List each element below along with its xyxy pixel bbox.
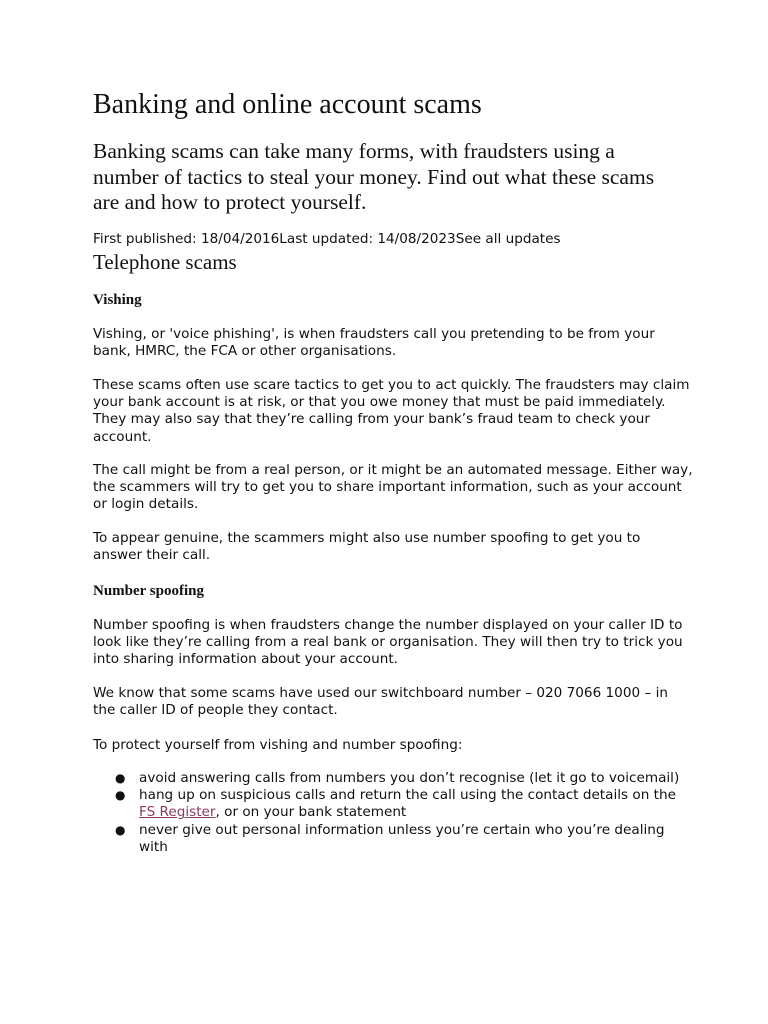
page-title: Banking and online account scams: [93, 89, 482, 120]
subheading-number-spoofing: Number spoofing: [93, 583, 204, 599]
vishing-paragraph-3: The call might be from a real person, or it might be an automated message. Either way, the scammers will try to get you to share important information, such as your account or login details.: [93, 462, 693, 513]
list-item-text: avoid answering calls from numbers you don’t recognise (let it go to voicemail): [139, 770, 680, 786]
list-item: [93, 787, 693, 821]
list-item: [93, 822, 693, 856]
protection-tips-list: [93, 770, 693, 856]
bullet-icon: ●: [115, 771, 126, 785]
vishing-paragraph-1: Vishing, or 'voice phishing', is when fraudsters call you pretending to be from your bank, HMRC, the FCA or other organisations.: [93, 326, 655, 360]
fs-register-link[interactable]: FS Register: [139, 804, 216, 821]
bullet-icon: ●: [115, 788, 126, 803]
spoofing-paragraph-3: To protect yourself from vishing and number spoofing:: [93, 737, 463, 753]
list-item-text-after: , or on your bank statement: [215, 804, 407, 821]
see-all-updates-link[interactable]: See all updates: [455, 231, 561, 247]
vishing-paragraph-4: To appear genuine, the scammers might also use number spoofing to get you to answer their call.: [93, 530, 641, 564]
list-item-text-before: hang up on suspicious calls and return the call using the contact details on the: [139, 787, 676, 804]
lead-paragraph: Banking scams can take many forms, with fraudsters using a number of tactics to steal your money. Find out what these scams are and how to protect yourself.: [93, 139, 655, 214]
last-updated: Last updated: 14/08/2023: [279, 231, 456, 247]
vishing-paragraph-2: These scams often use scare tactics to get you to act quickly. The fraudsters may claim your bank account is at risk, or that you owe money that must be paid immediately. They may also say that they’re calling from your bank’s fraud team to check your account.: [93, 377, 690, 445]
first-published: First published: 18/04/2016: [93, 231, 280, 247]
section-heading-telephone-scams: Telephone scams: [93, 250, 237, 274]
spoofing-paragraph-1: Number spoofing is when fraudsters change the number displayed on your caller ID to look like they’re calling from a real bank or organisation. They will then try to trick you into sharing information about your account.: [93, 617, 683, 668]
publication-meta: [93, 230, 561, 248]
spoofing-paragraph-2: We know that some scams have used our switchboard number – 020 7066 1000 – in the caller ID of people they contact.: [93, 685, 668, 719]
list-item: [93, 770, 693, 787]
list-item-text: never give out personal information unless you’re certain who you’re dealing with: [139, 821, 665, 855]
subheading-vishing: Vishing: [93, 292, 142, 308]
bullet-icon: ●: [115, 822, 126, 837]
